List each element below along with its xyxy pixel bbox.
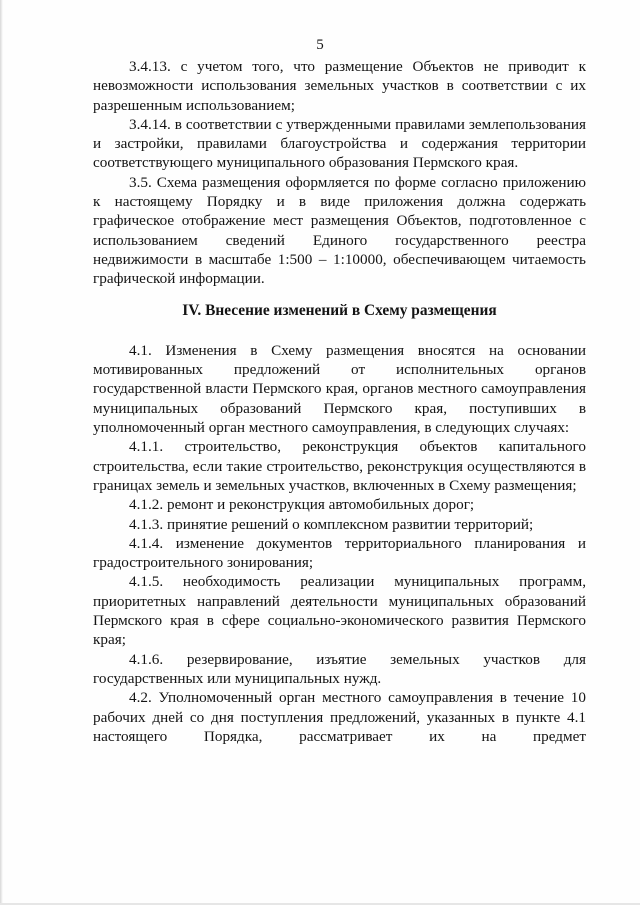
paragraph-4-1-3: 4.1.3. принятие решений о комплексном развитии территорий; [129,515,534,533]
paragraph-4-1-4: 4.1.4. изменение документов территориального планирования и градостроительного зонирования; [93,534,586,572]
paragraph-3-4-14: 3.4.14. в соответствии с утвержденными правилами землепользования и застройки, правилами благоустройства и содержания территории соответствующего муниципального образования Пермского края. [93,115,586,172]
paragraph-4-2: 4.2. Уполномоченный орган местного самоуправления в течение 10 рабочих дней со дня поступления предложений, указанных в пункте 4.1 настоящего Порядка, рассматривает их на предмет [93,689,586,745]
paragraph-4-1: 4.1. Изменения в Схему размещения вносятся на основании мотивированных предложений от исполнительных органов государственной власти Пермского края, органов местного самоуправления муниципальных образований Пермского края, поступивших в уполномоченный орган местного самоуправления, в следующих случаях: [93,341,586,437]
scan-edge-shadow [0,0,3,905]
paragraph-3-4-13: 3.4.13. с учетом того, что размещение Объектов не приводит к невозможности использования земельных участков в соответствии с их разрешенным использованием; [93,58,586,114]
paragraph-4-1-2: 4.1.2. ремонт и реконструкция автомобильных дорог; [129,496,475,514]
document-body [93,57,586,746]
paragraph-4-1-6: 4.1.6. резервирование, изъятие земельных участков для государственных или муниципальных нужд. [93,650,586,687]
section-heading: IV. Внесение изменений в Схему размещения [182,301,497,319]
page-number: 5 [316,37,324,53]
paragraph-3-5: 3.5. Схема размещения оформляется по форме согласно приложению к настоящему Порядку и в виде приложения должна содержать графическое отображение мест размещения Объектов, подготовленное с использованием сведений Единого государственного реестра недвижимости в масштабе 1:500 – 1:10000, обеспечивающем читаемость графической информации. [93,173,586,288]
paragraph-4-1-5: 4.1.5. необходимость реализации муниципальных программ, приоритетных направлений деятельности муниципальных образований Пермского края в сфере социально-экономического развития Пермского края; [93,573,586,649]
paragraph-4-1-1: 4.1.1. строительство, реконструкция объектов капитального строительства, если такие строительство, реконструкция осуществляются в границах земель и земельных участков, включенных в Схему размещения; [93,438,586,494]
